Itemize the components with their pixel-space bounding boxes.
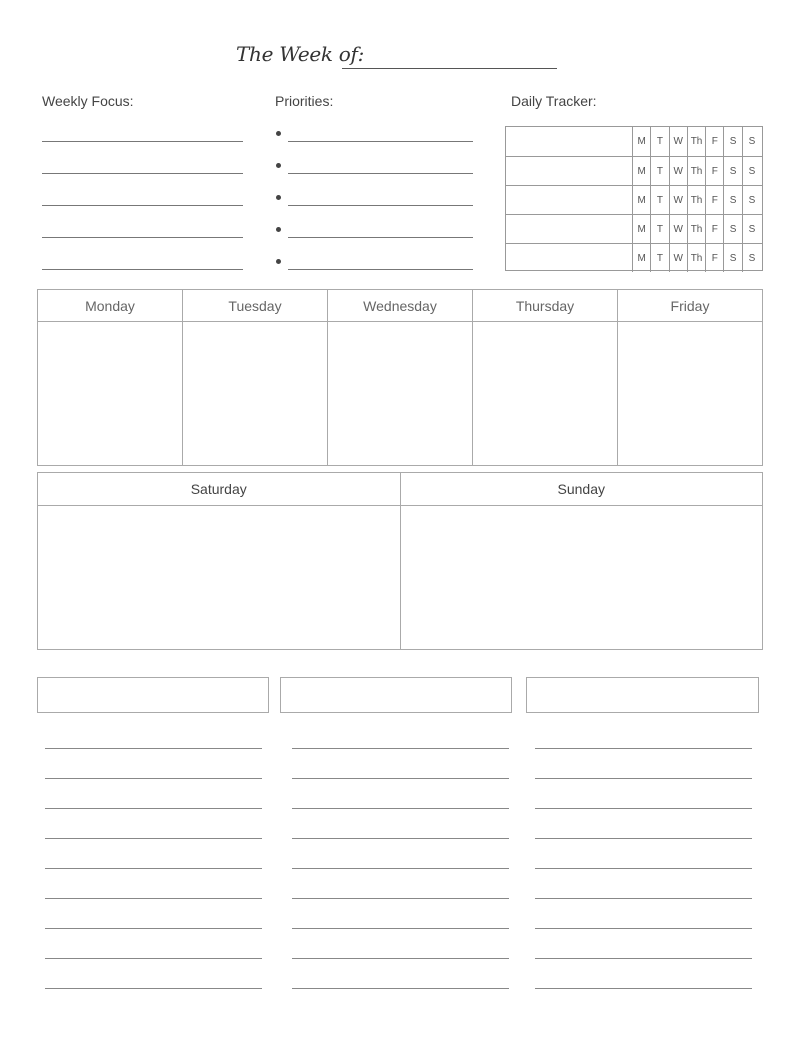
day-column-sunday [401, 473, 763, 649]
day-header: Tuesday [183, 290, 327, 322]
tracker-day-cell[interactable]: S [724, 127, 742, 156]
day-notes-area[interactable] [401, 506, 763, 649]
day-notes-area[interactable] [38, 322, 182, 465]
list-line[interactable] [292, 868, 509, 869]
bullet-icon [276, 163, 281, 168]
day-column-saturday [38, 473, 401, 649]
list-line[interactable] [45, 808, 262, 809]
tracker-day-cell[interactable]: T [651, 157, 669, 185]
list-header-box[interactable] [280, 677, 512, 713]
tracker-day-cell[interactable]: F [706, 186, 724, 214]
tracker-day-cell[interactable]: F [706, 127, 724, 156]
list-line[interactable] [535, 898, 752, 899]
weekday-grid [37, 289, 763, 466]
day-notes-area[interactable] [328, 322, 472, 465]
tracker-row [506, 185, 762, 214]
bullet-icon [276, 259, 281, 264]
tracker-day-cell[interactable]: T [651, 186, 669, 214]
list-line[interactable] [292, 958, 509, 959]
daily-tracker-label: Daily Tracker: [511, 93, 597, 109]
tracker-day-cell[interactable]: M [633, 127, 651, 156]
daily-tracker-grid [505, 126, 763, 271]
tracker-day-cell[interactable]: S [724, 157, 742, 185]
list-line[interactable] [45, 988, 262, 989]
tracker-row [506, 127, 762, 156]
day-header: Saturday [38, 473, 400, 506]
day-notes-area[interactable] [473, 322, 617, 465]
priority-line[interactable] [288, 237, 473, 238]
tracker-day-cell[interactable]: S [724, 244, 742, 272]
list-line[interactable] [535, 748, 752, 749]
list-line[interactable] [535, 988, 752, 989]
tracker-day-cell[interactable]: S [724, 186, 742, 214]
priorities-label: Priorities: [275, 93, 334, 109]
tracker-day-cell[interactable]: S [748, 252, 756, 264]
focus-line[interactable] [42, 205, 243, 206]
list-line[interactable] [292, 898, 509, 899]
tracker-habit-cell[interactable] [506, 244, 633, 272]
list-line[interactable] [292, 748, 509, 749]
day-header: Thursday [473, 290, 617, 322]
tracker-day-cell[interactable]: M [633, 244, 651, 272]
day-column-friday [618, 290, 762, 465]
list-line[interactable] [45, 868, 262, 869]
weekend-grid [37, 472, 763, 650]
list-line[interactable] [292, 838, 509, 839]
day-column-wednesday [328, 290, 473, 465]
tracker-day-cell[interactable]: Th [688, 215, 706, 243]
priority-line[interactable] [288, 173, 473, 174]
list-line[interactable] [535, 928, 752, 929]
tracker-day-cell[interactable]: Th [688, 186, 706, 214]
weekly-focus-label: Weekly Focus: [42, 93, 134, 109]
list-line[interactable] [292, 778, 509, 779]
day-column-thursday [473, 290, 618, 465]
list-header-box[interactable] [526, 677, 759, 713]
focus-line[interactable] [42, 269, 243, 270]
tracker-habit-cell[interactable] [506, 127, 633, 156]
list-line[interactable] [535, 778, 752, 779]
list-line[interactable] [535, 808, 752, 809]
priority-line[interactable] [288, 269, 473, 270]
list-line[interactable] [535, 958, 752, 959]
day-header: Friday [618, 290, 762, 322]
tracker-day-cell[interactable]: W [670, 244, 688, 272]
bullet-icon [276, 227, 281, 232]
tracker-day-cell[interactable]: W [670, 127, 688, 156]
tracker-day-cell[interactable]: M [633, 186, 651, 214]
list-line[interactable] [292, 988, 509, 989]
list-line[interactable] [45, 928, 262, 929]
day-header: Monday [38, 290, 182, 322]
tracker-day-cell[interactable]: F [706, 244, 724, 272]
tracker-day-cell[interactable]: F [706, 215, 724, 243]
focus-line[interactable] [42, 141, 243, 142]
day-notes-area[interactable] [38, 506, 400, 649]
day-notes-area[interactable] [183, 322, 327, 465]
tracker-day-cell[interactable]: S [748, 223, 756, 235]
tracker-row [506, 156, 762, 185]
list-line[interactable] [45, 838, 262, 839]
tracker-day-cell[interactable]: Th [688, 244, 706, 272]
tracker-day-cell[interactable]: W [670, 186, 688, 214]
list-line[interactable] [292, 808, 509, 809]
tracker-habit-cell[interactable] [506, 215, 633, 243]
day-notes-area[interactable] [618, 322, 762, 465]
day-column-monday [38, 290, 183, 465]
list-line[interactable] [45, 778, 262, 779]
priority-line[interactable] [288, 141, 473, 142]
tracker-day-cell[interactable]: F [706, 157, 724, 185]
tracker-day-cell[interactable]: T [651, 244, 669, 272]
page-title: The Week of: [236, 42, 365, 66]
tracker-day-cell[interactable]: S [748, 165, 756, 177]
tracker-day-cell[interactable]: W [670, 215, 688, 243]
tracker-day-cell[interactable]: T [651, 127, 669, 156]
tracker-day-cell[interactable]: S [748, 136, 756, 147]
day-header: Wednesday [328, 290, 472, 322]
list-line[interactable] [45, 958, 262, 959]
tracker-habit-cell[interactable] [506, 157, 633, 185]
list-line[interactable] [45, 898, 262, 899]
week-date-line[interactable] [342, 68, 557, 69]
tracker-day-cell[interactable]: W [670, 157, 688, 185]
tracker-day-cell[interactable]: M [633, 215, 651, 243]
day-column-tuesday [183, 290, 328, 465]
tracker-day-cell[interactable]: M [633, 157, 651, 185]
focus-line[interactable] [42, 173, 243, 174]
list-line[interactable] [535, 868, 752, 869]
tracker-day-cell[interactable]: S [724, 215, 742, 243]
list-line[interactable] [45, 748, 262, 749]
bullet-icon [276, 195, 281, 200]
tracker-day-cell[interactable]: S [748, 194, 756, 206]
list-line[interactable] [535, 838, 752, 839]
tracker-habit-cell[interactable] [506, 186, 633, 214]
priority-line[interactable] [288, 205, 473, 206]
focus-line[interactable] [42, 237, 243, 238]
tracker-day-cell[interactable]: Th [688, 157, 706, 185]
tracker-row [506, 243, 762, 272]
list-header-box[interactable] [37, 677, 269, 713]
list-line[interactable] [292, 928, 509, 929]
tracker-row [506, 214, 762, 243]
bullet-icon [276, 131, 281, 136]
tracker-day-cell[interactable]: T [651, 215, 669, 243]
day-header: Sunday [401, 473, 763, 506]
tracker-day-cell[interactable]: Th [688, 127, 706, 156]
